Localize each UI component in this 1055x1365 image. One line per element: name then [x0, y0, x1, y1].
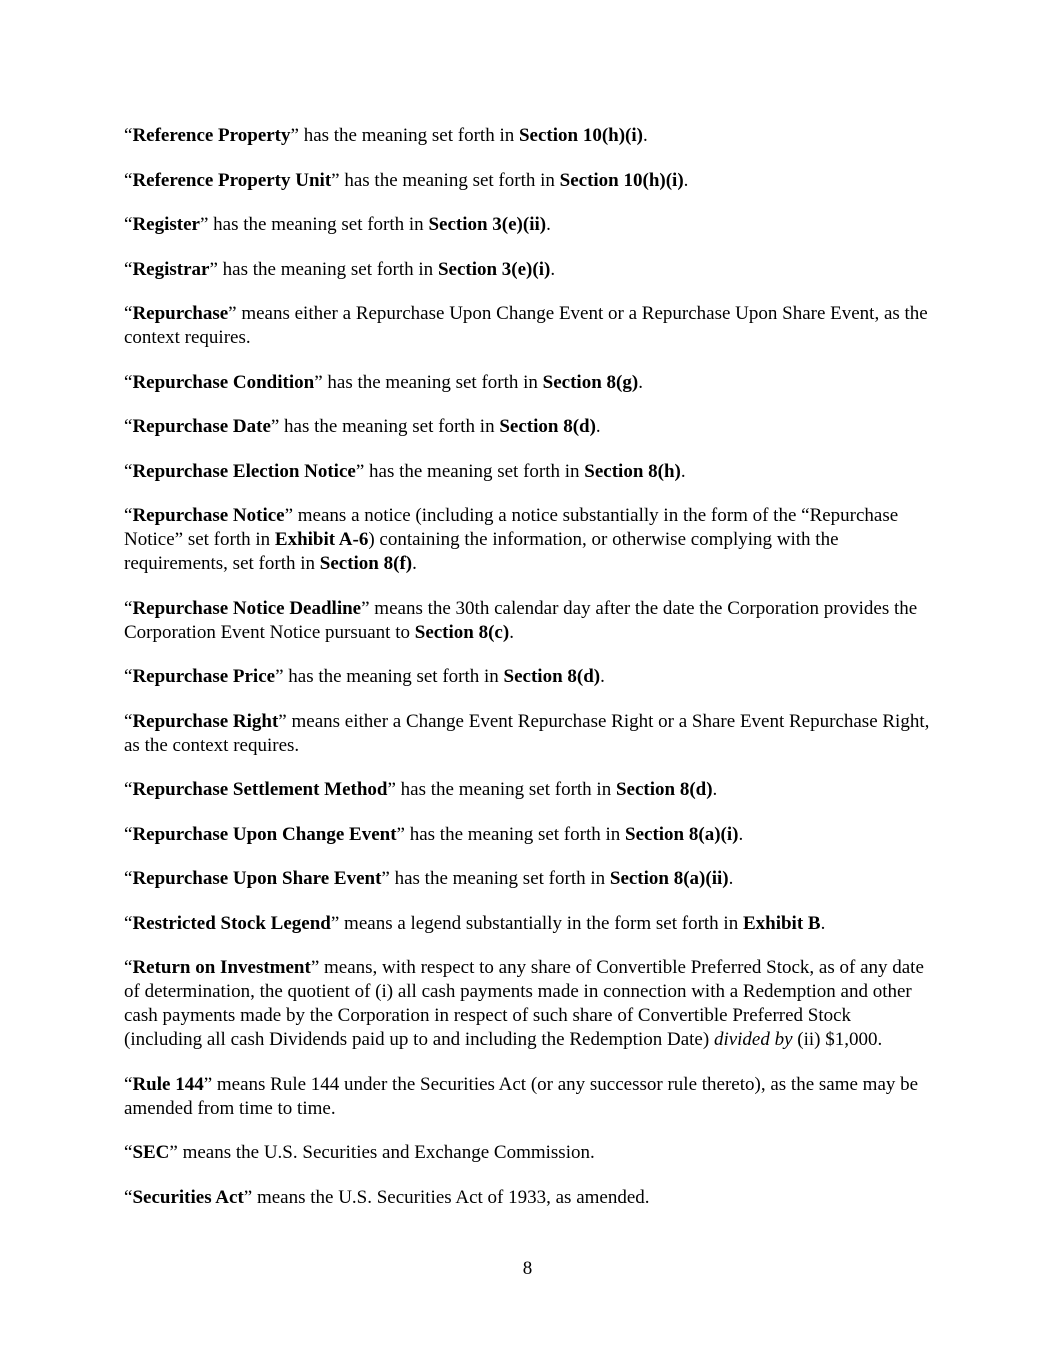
- text-run: ” has the meaning set forth in: [275, 666, 504, 687]
- text-run: .: [546, 214, 551, 235]
- bold-term: Repurchase Condition: [132, 371, 315, 393]
- bold-term: Section 8(d): [503, 666, 601, 687]
- definition-return-on-investment: [124, 956, 931, 1052]
- definition-repurchase-price: [124, 665, 931, 689]
- text-run: “: [124, 169, 133, 191]
- definition-repurchase-notice-deadline: [124, 597, 931, 645]
- text-run: ” has the meaning set forth in: [331, 169, 560, 191]
- text-run: ” means the U.S. Securities Act of 1933, as amended.: [243, 1186, 650, 1208]
- bold-term: Registrar: [132, 258, 210, 280]
- definition-repurchase-settlement-method: [124, 778, 931, 802]
- bold-term: Securities Act: [132, 1186, 244, 1208]
- definition-repurchase: [124, 302, 931, 350]
- text-run: ” means either a Repurchase Upon Change Event or a Repurchase Upon Share Event, as the context requires.: [124, 303, 928, 348]
- text-run: ” means a legend substantially in the form set forth in: [330, 912, 743, 934]
- definition-repurchase-right: [124, 710, 931, 758]
- definition-registrar: [124, 258, 931, 282]
- definitions-list: [124, 124, 931, 1210]
- text-run: ” has the meaning set forth in: [387, 779, 616, 800]
- text-run: “: [124, 868, 133, 889]
- bold-term: Repurchase Right: [132, 710, 279, 732]
- text-run: .: [680, 460, 686, 482]
- text-run: ” has the meaning set forth in: [270, 416, 500, 437]
- definition-reference-property: [124, 124, 931, 148]
- text-run: “: [124, 505, 133, 526]
- text-run: ” means the U.S. Securities and Exchange Commission.: [169, 1142, 595, 1163]
- text-run: ” has the meaning set forth in: [290, 125, 519, 146]
- text-run: “: [124, 957, 133, 978]
- definition-register: [124, 213, 931, 237]
- definition-sec: [124, 1141, 931, 1165]
- bold-term: Restricted Stock Legend: [132, 912, 331, 934]
- bold-term: Section 8(g): [542, 371, 639, 393]
- text-run: “: [124, 912, 133, 934]
- text-run: “: [124, 371, 133, 393]
- text-run: ” means Rule 144 under the Securities Act (or any successor rule thereto), as the same may be amended from time to time.: [124, 1073, 919, 1119]
- bold-term: Repurchase Settlement Method: [132, 779, 388, 800]
- page-number: 8: [522, 1258, 533, 1279]
- definition-repurchase-election-notice: [124, 460, 931, 484]
- text-run: .: [509, 621, 514, 643]
- text-run: “: [124, 125, 133, 146]
- text-run: .: [550, 258, 556, 280]
- text-run: “: [124, 710, 133, 732]
- text-run: .: [683, 169, 689, 191]
- text-run: ” has the meaning set forth in: [396, 823, 626, 845]
- text-run: .: [712, 779, 718, 800]
- text-run: “: [124, 666, 133, 687]
- bold-term: Repurchase Notice: [132, 505, 285, 526]
- bold-term: Register: [132, 214, 200, 235]
- text-run: .: [638, 371, 643, 393]
- text-run: .: [643, 125, 648, 146]
- bold-term: Section 8(c): [414, 621, 510, 643]
- text-run: “: [124, 823, 133, 845]
- bold-term: Section 3(e)(ii): [428, 214, 547, 235]
- bold-term: Repurchase Upon Change Event: [132, 823, 397, 845]
- definition-restricted-stock-legend: [124, 912, 931, 936]
- bold-term: Reference Property Unit: [132, 169, 332, 191]
- text-run: ” has the meaning set forth in: [355, 460, 585, 482]
- bold-term: Rule 144: [132, 1073, 204, 1095]
- text-run: “: [124, 214, 133, 235]
- text-run: .: [820, 912, 826, 934]
- text-run: “: [124, 1142, 133, 1163]
- text-run: ” has the meaning set forth in: [381, 868, 610, 889]
- bold-term: Section 8(a)(i): [625, 823, 739, 845]
- bold-term: Repurchase Notice Deadline: [132, 597, 362, 619]
- text-run: “: [124, 1186, 133, 1208]
- text-run: ” means, with respect to any share of Convertible Preferred Stock, as of any date of determination, the quotient of (i) all cash payments made in connection with a Redemption and other cash payments made by the Corporation in respect of such share of Convertible Preferred Stock (including all cash Dividends paid up to and including the Redemption Date): [124, 957, 924, 1050]
- bold-term: Repurchase Election Notice: [132, 460, 356, 482]
- bold-term: Section 8(f): [319, 553, 413, 574]
- bold-term: Section 8(d): [499, 416, 596, 437]
- bold-term: SEC: [132, 1142, 170, 1163]
- text-run: ” has the meaning set forth in: [209, 258, 438, 280]
- definition-repurchase-date: [124, 415, 931, 439]
- text-run: ) containing the information, or otherwise complying with the requirements, set forth in: [124, 529, 839, 574]
- bold-term: Section 10(h)(i): [559, 169, 684, 191]
- text-run: “: [124, 258, 133, 280]
- bold-term: Repurchase Upon Share Event: [132, 868, 382, 889]
- bold-term: Section 10(h)(i): [518, 125, 643, 146]
- text-run: “: [124, 1073, 133, 1095]
- text-run: .: [595, 416, 601, 437]
- bold-term: Repurchase Date: [132, 416, 271, 437]
- bold-term: Repurchase Price: [132, 666, 276, 687]
- bold-term: Exhibit A-6: [274, 529, 369, 550]
- definition-reference-property-unit: [124, 169, 931, 193]
- bold-term: Reference Property: [132, 125, 291, 146]
- text-run: “: [124, 597, 133, 619]
- text-run: ” has the meaning set forth in: [199, 214, 429, 235]
- bold-term: Section 8(d): [615, 779, 713, 800]
- bold-term: Section 8(a)(ii): [609, 868, 729, 889]
- definition-repurchase-condition: [124, 371, 931, 395]
- text-run: ” means a notice (including a notice substantially in the form of the “Repurchase Notice” set forth in: [124, 505, 899, 550]
- text-run: ” has the meaning set forth in: [314, 371, 543, 393]
- italic-text: divided by: [713, 1029, 793, 1050]
- text-run: .: [600, 666, 605, 687]
- text-run: “: [124, 416, 133, 437]
- bold-term: Exhibit B: [742, 912, 821, 934]
- text-run: “: [124, 779, 133, 800]
- text-run: ” means the 30th calendar day after the date the Corporation provides the Corporation Event Notice pursuant to: [124, 597, 918, 643]
- definition-securities-act: [124, 1186, 931, 1210]
- text-run: (ii) $1,000.: [792, 1029, 883, 1050]
- bold-term: Section 3(e)(i): [437, 258, 551, 280]
- text-run: .: [738, 823, 744, 845]
- text-run: “: [124, 460, 133, 482]
- text-run: .: [412, 553, 417, 574]
- definition-repurchase-notice: [124, 504, 931, 576]
- text-run: .: [728, 868, 734, 889]
- definition-rule-144: [124, 1073, 931, 1121]
- bold-term: Return on Investment: [132, 957, 311, 978]
- definition-repurchase-upon-change-event: [124, 823, 931, 847]
- text-run: “: [124, 303, 133, 324]
- definition-repurchase-upon-share-event: [124, 867, 931, 891]
- bold-term: Section 8(h): [584, 460, 681, 482]
- text-run: ” means either a Change Event Repurchase Right or a Share Event Repurchase Right, as the context requires.: [124, 710, 930, 756]
- bold-term: Repurchase: [132, 303, 229, 324]
